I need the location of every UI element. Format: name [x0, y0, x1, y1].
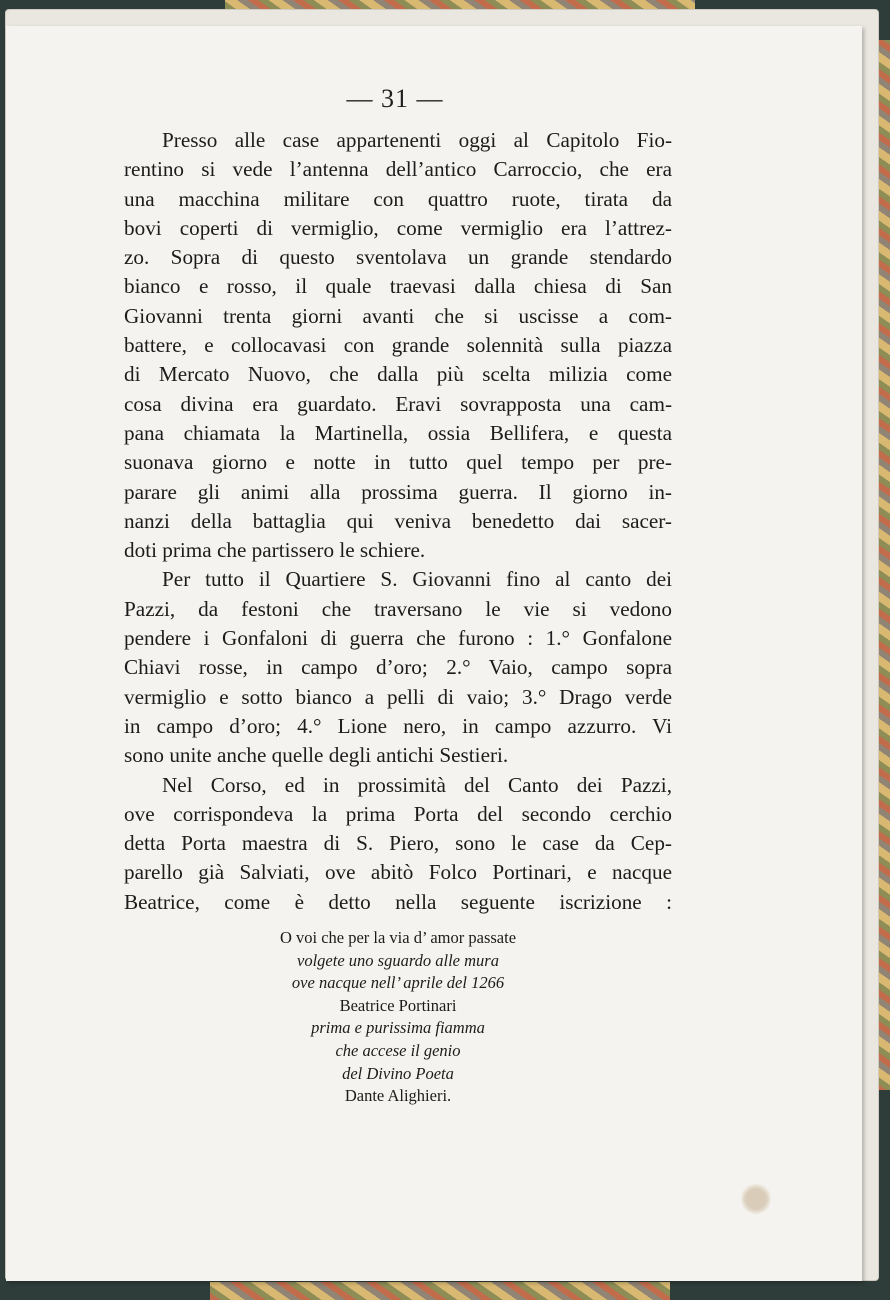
- body-text: [124, 126, 672, 917]
- marbled-endpaper-right: [876, 40, 890, 1090]
- inscription-line: ove nacque nell’ aprile del 1266: [291, 973, 505, 993]
- text-line: vermiglio e sotto bianco a pelli di vaio; 3.° Drago verde: [124, 684, 672, 709]
- inscription-line: del Divino Poeta: [342, 1063, 454, 1083]
- text-line: Chiavi rosse, in campo d’oro; 2.° Vaio, campo sopra: [124, 655, 672, 680]
- text-line: cosa divina era guardato. Eravi sovrapposta una cam-: [124, 391, 672, 416]
- text-line: Giovanni trenta giorni avanti che si uscisse a com-: [124, 303, 672, 328]
- paragraph-2: [124, 565, 672, 770]
- text-line: pendere i Gonfaloni di guerra che furono : 1.° Gonfalone: [124, 626, 672, 651]
- text-line: in campo d’oro; 4.° Lione nero, in campo azzurro. Vi: [124, 713, 672, 738]
- text-line: rentino si vede l’antenna dell’antico Carroccio, che era: [124, 157, 672, 182]
- text-line: Nel Corso, ed in prossimità del Canto dei Pazzi,: [162, 772, 672, 797]
- text-line: bovi coperti di vermiglio, come vermiglio era l’attrez-: [124, 215, 672, 240]
- paragraph-1: [124, 126, 672, 565]
- text-line: battere, e collocavasi con grande solennità sulla piazza: [124, 333, 672, 358]
- inscription-line: volgete uno sguardo alle mura: [297, 950, 499, 970]
- text-line: sono unite anche quelle degli antichi Sestieri.: [124, 743, 509, 768]
- inscription: [124, 927, 672, 1108]
- page-number: — 31 —: [346, 84, 444, 113]
- inscription-line: prima e purissima fiamma: [311, 1018, 485, 1038]
- text-line: parare gli animi alla prossima guerra. Il giorno in-: [124, 479, 672, 504]
- text-line: parello già Salviati, ove abitò Folco Portinari, e nacque: [124, 860, 672, 885]
- text-line: Pazzi, da festoni che traversano le vie si vedono: [124, 596, 672, 621]
- text-line: detta Porta maestra di S. Piero, sono le case da Cep-: [124, 831, 672, 856]
- text-line: doti prima che partissero le schiere.: [124, 538, 426, 563]
- text-line: Beatrice, come è detto nella seguente iscrizione :: [124, 889, 672, 914]
- inscription-line: O voi che per la via d’ amor passate: [279, 928, 517, 947]
- text-line: una macchina militare con quattro ruote, tirata da: [124, 186, 672, 211]
- paper-stain: [741, 1183, 771, 1215]
- inscription-line: Beatrice Portinari: [339, 995, 457, 1015]
- text-line: bianco e rosso, il quale traevasi dalla chiesa di San: [124, 274, 672, 299]
- text-line: zo. Sopra di questo sventolava un grande stendardo: [124, 245, 672, 270]
- text-line: suonava giorno e notte in tutto quel tempo per pre-: [124, 450, 672, 475]
- text-line: pana chiamata la Martinella, ossia Bellifera, e questa: [124, 420, 672, 445]
- text-line: Per tutto il Quartiere S. Giovanni fino al canto dei: [162, 567, 672, 592]
- text-line: nanzi della battaglia qui veniva benedetto dai sacer-: [124, 508, 672, 533]
- text-line: Presso alle case appartenenti oggi al Capitolo Fio-: [162, 128, 672, 152]
- text-line: di Mercato Nuovo, che dalla più scelta milizia come: [124, 362, 672, 387]
- inscription-line: Dante Alighieri.: [344, 1086, 452, 1106]
- inscription-line: che accese il genio: [335, 1040, 461, 1060]
- text-line: ove corrispondeva la prima Porta del secondo cerchio: [124, 801, 672, 826]
- marbled-endpaper-bottom: [210, 1282, 670, 1300]
- paragraph-3: [124, 771, 672, 917]
